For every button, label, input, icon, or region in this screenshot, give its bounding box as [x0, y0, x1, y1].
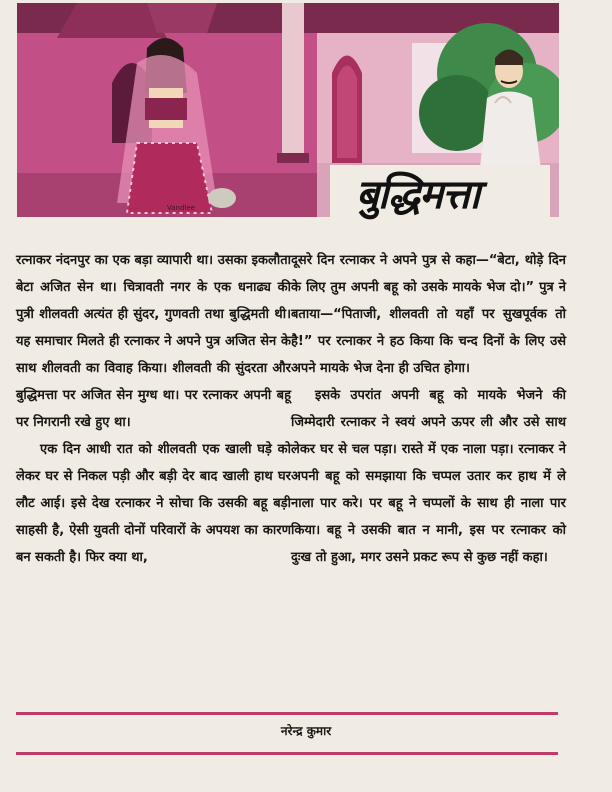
paragraph: दूसरे दिन रत्नाकर ने अपने पुत्र से कहा—“बेटा, थोड़े दिन के लिए तुम अपनी बहू को उसके मायके भेज दो।” पुत्र ने बताया—“पिताजी, शीलवती तो यहाँ पर सुखपूर्वक तो है!” पर रत्नाकर ने हठ किया कि चन्द दिनों के लिए उसे अपने मायके भेज देना ही उचित होगा।: [291, 253, 566, 376]
paragraph: रत्नाकर नंदनपुर का एक बड़ा व्यापारी था। उसका इकलौता बेटा अजित सेन था। चित्रावती नगर के एक धनाढ्य की पुत्री शीलवती अत्यंत ही सुंदर, गुणवती तथा बुद्धिमती थी। यह समाचार मिलते ही रत्नाकर ने अपने पुत्र अजित सेन के साथ शीलवती का विवाह किया। शीलवती की सुंदरता और बुद्धिमत्ता पर अजित सेन मुग्ध था। पर रत्नाकर अपनी बहू पर निगरानी रखे हुए था।: [16, 253, 291, 430]
paragraph: इसके उपरांत अपनी बहू को मायके भेजने की जिम्मेदारी रत्नाकर ने स्वयं अपने ऊपर ली और उसे साथ लेकर घर से चल पड़ा। रास्ते में एक नाला पड़ा। रत्नाकर ने अपनी बहू को समझाया कि चप्पल उतार कर हाथ में ले नाला पार करे। पर बहू ने चप्पलों के साथ ही नाला पार किया। बहू ने उसकी बात न मानी, इस पर रत्नाकर को दुःख तो हुआ, मगर उसने प्रकट रूप से कुछ नहीं कहा।: [291, 388, 566, 565]
divider-bottom: [16, 752, 558, 755]
author-name: नरेन्द्र कुमार: [280, 724, 332, 738]
left-column: [16, 247, 291, 571]
story-title: बुद्धिमत्ता: [356, 172, 480, 218]
artist-signature: Vandlee: [167, 204, 195, 212]
divider-top: [16, 712, 558, 715]
paragraph: एक दिन आधी रात को शीलवती एक खाली घड़े को लेकर घर से निकल पड़ी और बड़ी देर बाद खाली हाथ घर लौट आई। इसे देख रत्नाकर ने सोचा कि उसकी बहू बड़ी साहसी है, ऐसी युवती दोनों परिवारों के अपयश का कारण बन सकती है। फिर क्या था,: [16, 442, 291, 565]
pillar: [282, 3, 304, 163]
right-column: [291, 247, 566, 571]
